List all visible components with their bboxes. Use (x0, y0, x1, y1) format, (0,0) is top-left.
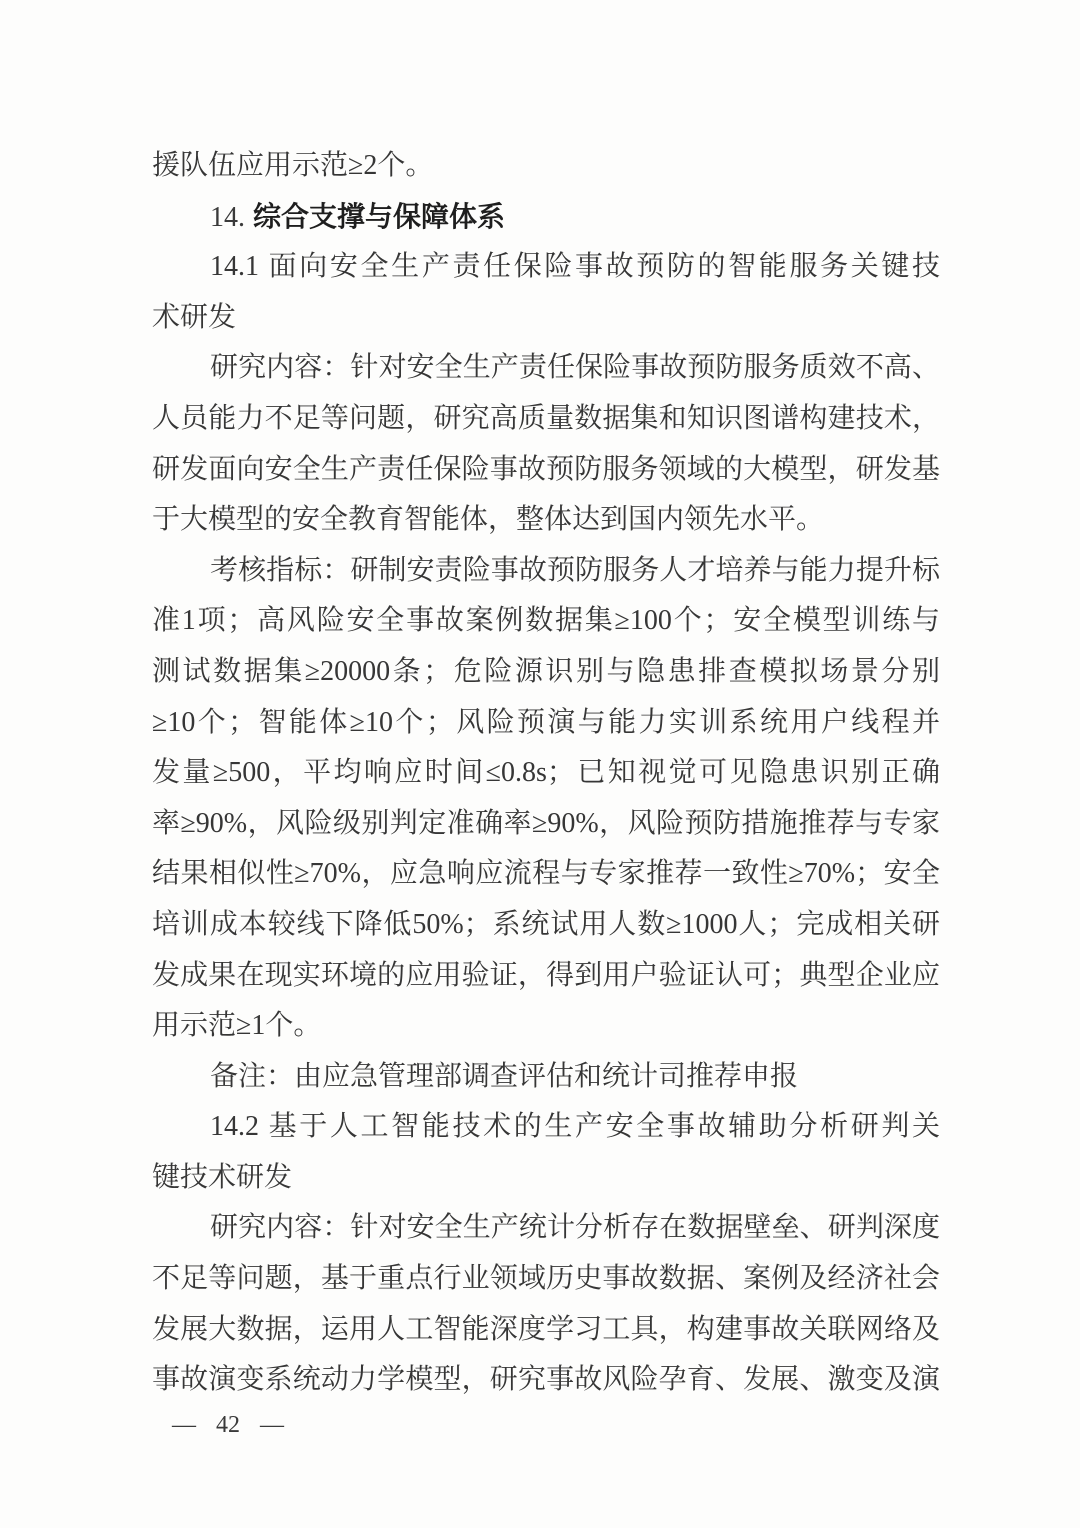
item-14-1-remark: 备注：由应急管理部调查评估和统计司推荐申报 (210, 1060, 799, 1092)
text-line: 研究内容：针对安全生产统计分析存在数据壁垒、研判深度 (210, 1212, 940, 1244)
text-line: 测试数据集≥20000条；危险源识别与隐患排查模拟场景分别 (152, 655, 940, 687)
text-line: 准1项；高风险安全事故案例数据集≥100个；安全模型训练与 (152, 605, 940, 637)
text-line: 术研发 (152, 301, 237, 333)
page-body (152, 141, 940, 1406)
text-line: ≥10个；智能体≥10个；风险预演与能力实训系统用户线程并 (152, 706, 940, 738)
text-line: 研发面向安全生产责任保险事故预防服务领域的大模型，研发基 (152, 453, 940, 485)
text-line: 考核指标：研制安责险事故预防服务人才培养与能力提升标 (210, 554, 940, 586)
text-line: 培训成本较线下降低50%；系统试用人数≥1000人；完成相关研 (152, 908, 940, 940)
previous-paragraph-tail: 援队伍应用示范≥2个。 (152, 150, 434, 181)
item-14-2-research-content (152, 1203, 940, 1405)
text-line: 不足等问题，基于重点行业领域历史事故数据、案例及经济社会 (152, 1263, 940, 1295)
text-line: 14.2 基于人工智能技术的生产安全事故辅助分析研判关 (210, 1111, 940, 1143)
text-line: 发量≥500，平均响应时间≤0.8s；已知视觉可见隐患识别正确 (152, 757, 940, 789)
section-title: 综合支撑与保障体系 (253, 199, 506, 233)
text-line: 用示范≥1个。 (152, 1010, 322, 1042)
text-line: 发展大数据，运用人工智能深度学习工具，构建事故关联网络及 (152, 1313, 940, 1345)
item-14-1-research-content (152, 343, 940, 545)
text-line: 于大模型的安全教育智能体，整体达到国内领先水平。 (152, 504, 825, 536)
text-line: 人员能力不足等问题，研究高质量数据集和知识图谱构建技术， (152, 402, 940, 434)
page-number: — 42 — (172, 1412, 284, 1438)
text-line: 率≥90%，风险级别判定准确率≥90%，风险预防措施推荐与专家 (152, 807, 940, 839)
text-line: 事故演变系统动力学模型，研究事故风险孕育、发展、激变及演 (152, 1364, 940, 1396)
text-line: 键技术研发 (152, 1161, 293, 1193)
text-line: 结果相似性≥70%，应急响应流程与专家推荐一致性≥70%；安全 (152, 858, 940, 890)
item-14-2-title (152, 1102, 940, 1203)
text-line: 发成果在现实环境的应用验证，得到用户验证认可；典型企业应 (152, 959, 940, 991)
text-line: 14.1 面向安全生产责任保险事故预防的智能服务关键技 (210, 251, 940, 283)
text-line: 研究内容：针对安全生产责任保险事故预防服务质效不高、 (210, 352, 940, 384)
section-number: 14. (210, 201, 245, 233)
item-14-1-assessment-indicators (152, 546, 940, 1052)
section-heading (152, 192, 940, 243)
item-14-1-title (152, 242, 940, 343)
